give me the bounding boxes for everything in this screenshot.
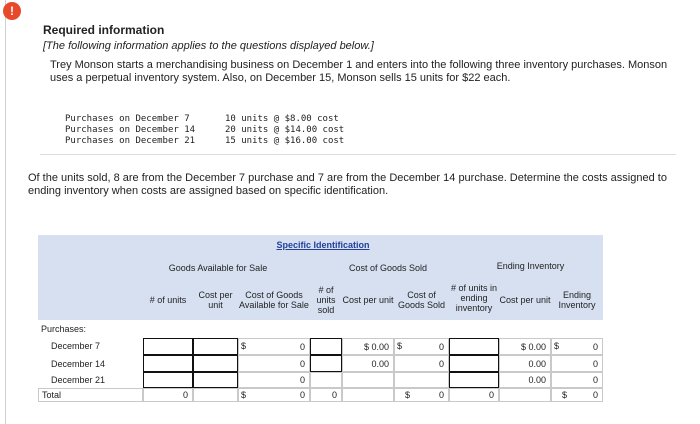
end-cpu-dec21: 0.00 [499, 372, 551, 388]
avail-value-dec7: 0 [238, 338, 310, 355]
units-ending-input-dec21[interactable] [449, 372, 499, 388]
question-card [5, 0, 700, 424]
group-goods-available: Goods Available for Sale [168, 263, 268, 273]
units-ending-total: 0 [449, 388, 499, 402]
col-units: # of units [149, 295, 187, 305]
units-sold-input-dec7[interactable] [310, 338, 342, 355]
end-value-dec14: 0 [551, 355, 603, 372]
alert-icon: ! [3, 2, 21, 20]
cost-per-unit-input-dec7[interactable] [193, 338, 238, 355]
end-value-dec21: 0 [551, 372, 603, 388]
cost-per-unit-input-dec14[interactable] [193, 355, 238, 372]
purchase-row [65, 136, 344, 147]
required-info-heading: Required information [43, 23, 165, 37]
purchase-detail: 10 units @ $8.00 cost [225, 114, 339, 124]
divider [40, 154, 676, 155]
cogs-dollar-dec7: $ [397, 341, 403, 351]
cost-per-unit-input-dec21[interactable] [193, 372, 238, 388]
cost-per-unit-total-blank [193, 388, 238, 402]
cogs-cpu-blank-dec21 [342, 372, 394, 388]
purchase-label: Purchases on December 14 [65, 125, 196, 135]
units-ending-input-dec7[interactable] [449, 338, 499, 355]
row-label-dec7: December 7 [51, 341, 101, 351]
row-label-dec14: December 14 [51, 359, 106, 369]
purchase-detail: 15 units @ $16.00 cost [225, 136, 345, 146]
units-sold-input-dec14[interactable] [310, 355, 342, 372]
cogs-value-dec7: 0 [394, 338, 449, 355]
purchase-label: Purchases on December 7 [65, 114, 190, 124]
end-dollar-dec7: $ [554, 341, 560, 351]
units-sold-total: 0 [310, 388, 342, 402]
purchase-label: Purchases on December 21 [65, 136, 196, 146]
units-total: 0 [143, 388, 193, 402]
purchases-label: Purchases: [41, 324, 87, 334]
cogs-cpu-dec7: $ 0.00 [342, 338, 394, 355]
problem-story: Trey Monson starts a merchandising business on December 1 and enters into the following three inventory purchases. Monson uses a perpetual inventory system. Also, on December 15, Monson sells 15 units for $22 each. [50, 59, 668, 84]
col-cost-per-unit-sold: Cost per unit [342, 295, 394, 305]
col-cost-per-unit: Cost per unit [198, 290, 233, 310]
col-cost-goods-sold: Cost of Goods Sold [397, 290, 446, 310]
intro-note: [The following information applies to the questions displayed below.] [43, 40, 374, 52]
col-cost-available: Cost of Goods Available for Sale [239, 290, 309, 310]
cogs-cpu-dec14: 0.00 [342, 355, 394, 372]
units-sold-blank-dec21 [310, 372, 342, 388]
avail-dollar-dec7: $ [241, 341, 247, 351]
col-ending-inventory: Ending Inventory [558, 290, 596, 310]
units-input-dec14[interactable] [143, 355, 193, 372]
avail-dollar-total: $ [241, 390, 247, 400]
col-cost-per-unit-end: Cost per unit [499, 295, 551, 305]
avail-value-dec21: 0 [238, 372, 310, 388]
row-label-total: Total [38, 388, 143, 402]
cogs-value-total: 0 [394, 388, 449, 402]
end-cpu-total-blank [499, 388, 551, 402]
question-text: Of the units sold, 8 are from the December 7 purchase and 7 are from the December 14 purchase. Determine the costs assigned to ending inventory when costs are assigned based on specific identification. [28, 172, 667, 197]
purchases-list [65, 114, 344, 147]
purchase-row [65, 125, 344, 136]
end-cpu-dec14: 0.00 [499, 355, 551, 372]
col-units-ending: # of units in ending inventory [450, 283, 498, 313]
units-input-dec7[interactable] [143, 338, 193, 355]
end-value-dec7: 0 [551, 338, 603, 355]
group-cogs: Cost of Goods Sold [348, 263, 428, 273]
units-input-dec21[interactable] [143, 372, 193, 388]
purchase-row [65, 114, 344, 125]
purchase-detail: 20 units @ $14.00 cost [225, 125, 345, 135]
specific-identification-table [38, 235, 603, 405]
group-ending-inventory: Ending Inventory [496, 261, 565, 271]
cogs-value-dec14: 0 [394, 355, 449, 372]
cogs-dollar-total: $ [405, 390, 411, 400]
cogs-cpu-total-blank [342, 388, 394, 402]
cogs-blank-dec21 [394, 372, 449, 388]
row-label-dec21: December 21 [51, 375, 106, 385]
avail-value-total: 0 [238, 388, 310, 402]
avail-value-dec14: 0 [238, 355, 310, 372]
col-units-sold: # of units sold [316, 285, 336, 315]
table-title: Specific Identification [276, 240, 370, 250]
end-cpu-dec7: $ 0.00 [499, 338, 551, 355]
end-dollar-total: $ [562, 390, 568, 400]
units-ending-input-dec14[interactable] [449, 355, 499, 372]
end-value-total: 0 [551, 388, 603, 402]
